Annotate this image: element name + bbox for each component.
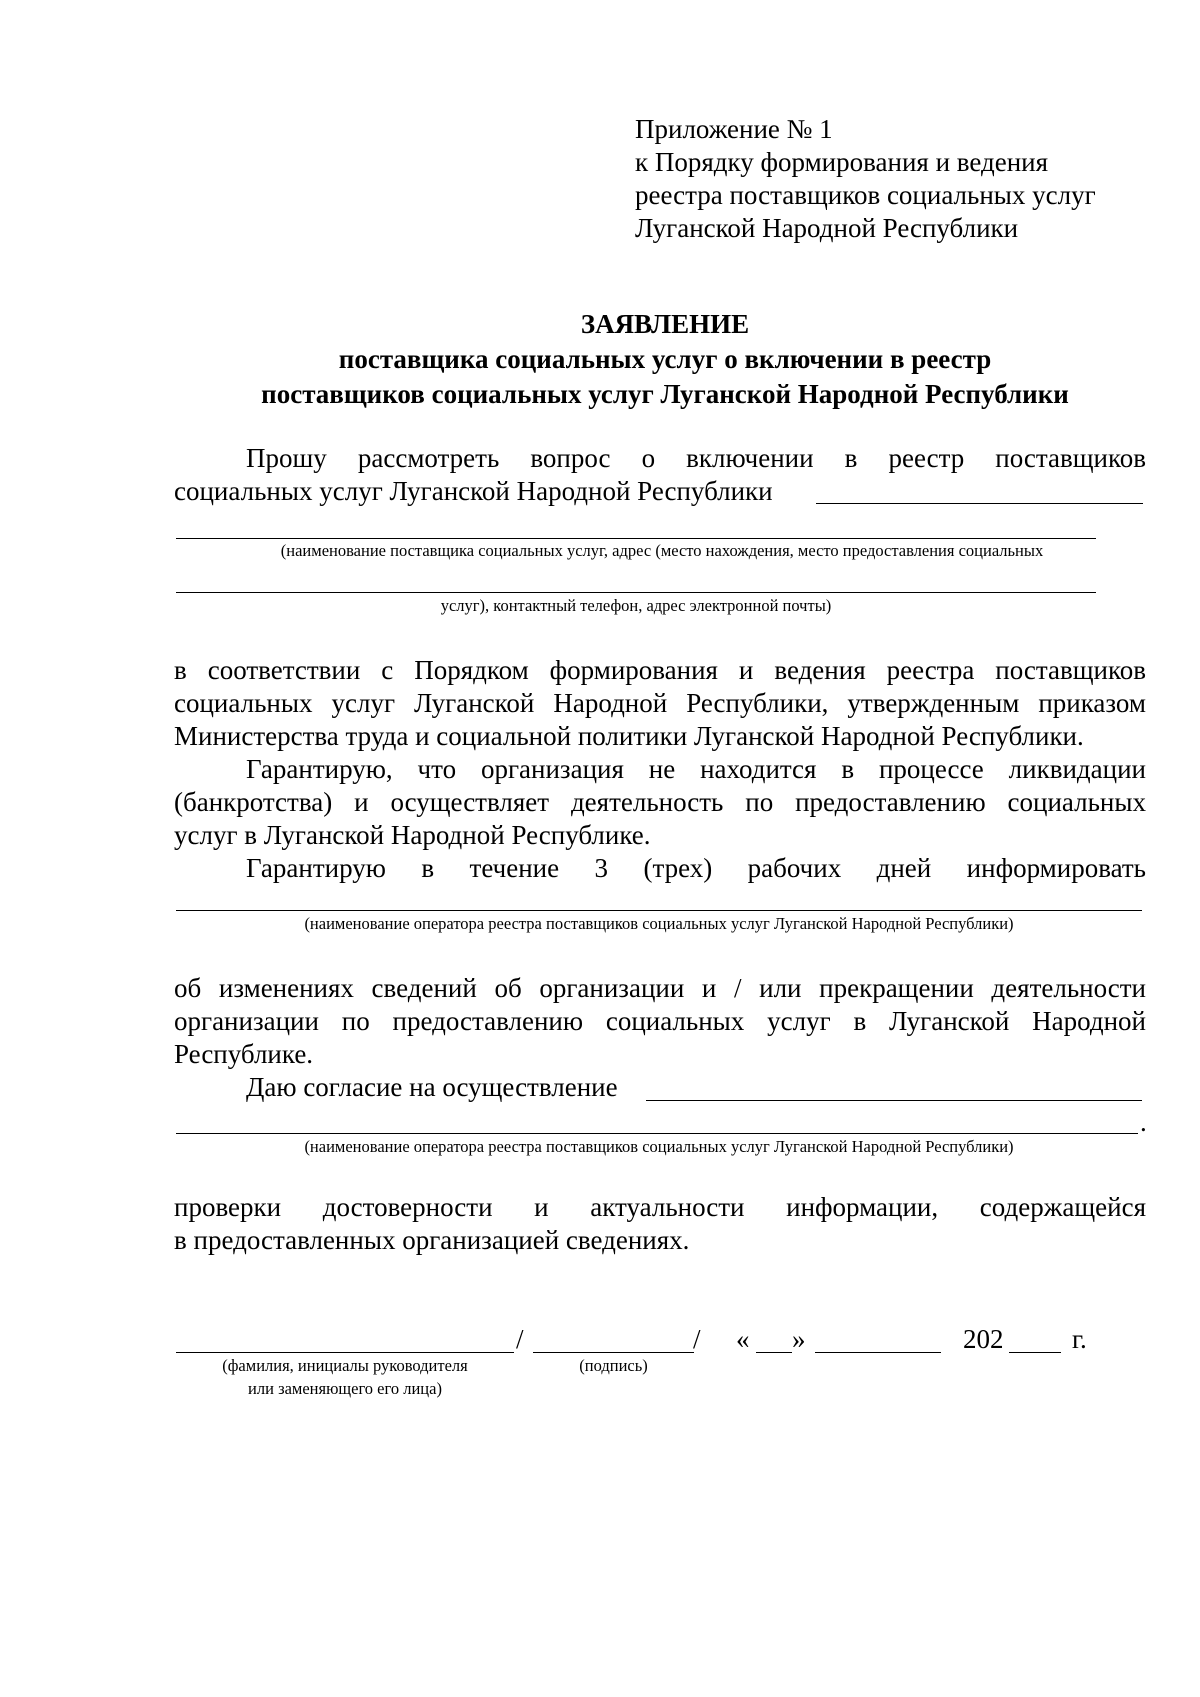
registry-operator-field[interactable] [176, 910, 1142, 911]
field-caption: услуг), контактный телефон, адрес электронной почты) [440, 596, 832, 615]
paragraph-line: в соответствии с Порядком формирования и ведения реестра поставщиков [174, 655, 1146, 685]
separator-slash: / [693, 1324, 701, 1354]
paragraph-line: Прошу рассмотреть вопрос о включении в реестр поставщиков [246, 443, 1146, 473]
paragraph-line: социальных услуг Луганской Народной Республики, утвержденным приказом [174, 688, 1146, 718]
field-caption: (наименование оператора реестра поставщиков социальных услуг Луганской Народной Республики) [304, 914, 1014, 933]
document-subtitle: поставщиков социальных услуг Луганской Народной Республики [261, 379, 1069, 409]
date-year-prefix: 202 [963, 1324, 1004, 1354]
signatory-caption: (фамилия, инициалы руководителя [222, 1356, 468, 1375]
field-caption: (наименование поставщика социальных услуг, адрес (место нахождения, место предоставления социальных [280, 541, 1044, 560]
paragraph-line: об изменениях сведений об организации и / или прекращении деятельности [174, 973, 1146, 1003]
separator-slash: / [516, 1324, 524, 1354]
signatory-name-field[interactable] [176, 1352, 514, 1353]
paragraph-line: услуг в Луганской Народной Республике. [174, 820, 651, 850]
signature-field[interactable] [533, 1352, 694, 1353]
paragraph-line: Гарантирую в течение 3 (трех) рабочих дней информировать [246, 853, 1146, 883]
supplier-details-field-2[interactable] [176, 592, 1096, 593]
appendix-ref-line: к Порядку формирования и ведения [635, 147, 1049, 177]
date-quote-open: « [736, 1324, 750, 1354]
appendix-ref-line: реестра поставщиков социальных услуг [635, 180, 1096, 210]
end-period: . [1140, 1107, 1147, 1137]
signature-caption: (подпись) [579, 1356, 648, 1375]
signatory-caption: или заменяющего его лица) [248, 1379, 442, 1398]
paragraph-line: Республике. [174, 1039, 314, 1069]
paragraph-line: организации по предоставлению социальных услуг в Луганской Народной [174, 1006, 1146, 1036]
field-caption: (наименование оператора реестра поставщиков социальных услуг Луганской Народной Республики) [304, 1137, 1014, 1156]
paragraph-line: Гарантирую, что организация не находится в процессе ликвидации [246, 754, 1146, 784]
paragraph-line: Министерства труда и социальной политики Луганской Народной Республики. [174, 721, 1084, 751]
paragraph-line: социальных услуг Луганской Народной Республики [174, 476, 773, 506]
paragraph-line: в предоставленных организацией сведениях. [174, 1225, 690, 1255]
paragraph-line: проверки достоверности и актуальности информации, содержащейся [174, 1192, 1146, 1222]
date-month-field[interactable] [815, 1352, 941, 1353]
paragraph-line: (банкротства) и осуществляет деятельность по предоставлению социальных [174, 787, 1146, 817]
document-subtitle: поставщика социальных услуг о включении в реестр [338, 344, 992, 374]
appendix-ref-line: Луганской Народной Республики [635, 213, 1019, 243]
paragraph-line: Даю согласие на осуществление [246, 1072, 618, 1102]
appendix-number: Приложение № 1 [635, 114, 833, 144]
consent-operator-field-2[interactable] [176, 1133, 1138, 1134]
date-year-suffix: г. [1072, 1324, 1087, 1354]
date-day-field[interactable] [756, 1352, 792, 1353]
supplier-details-field[interactable] [176, 538, 1096, 539]
date-quote-close: » [792, 1324, 806, 1354]
document-title: ЗАЯВЛЕНИЕ [580, 309, 750, 339]
supplier-name-field[interactable] [816, 503, 1143, 504]
consent-operator-field[interactable] [646, 1100, 1142, 1101]
date-year-field[interactable] [1009, 1352, 1061, 1353]
